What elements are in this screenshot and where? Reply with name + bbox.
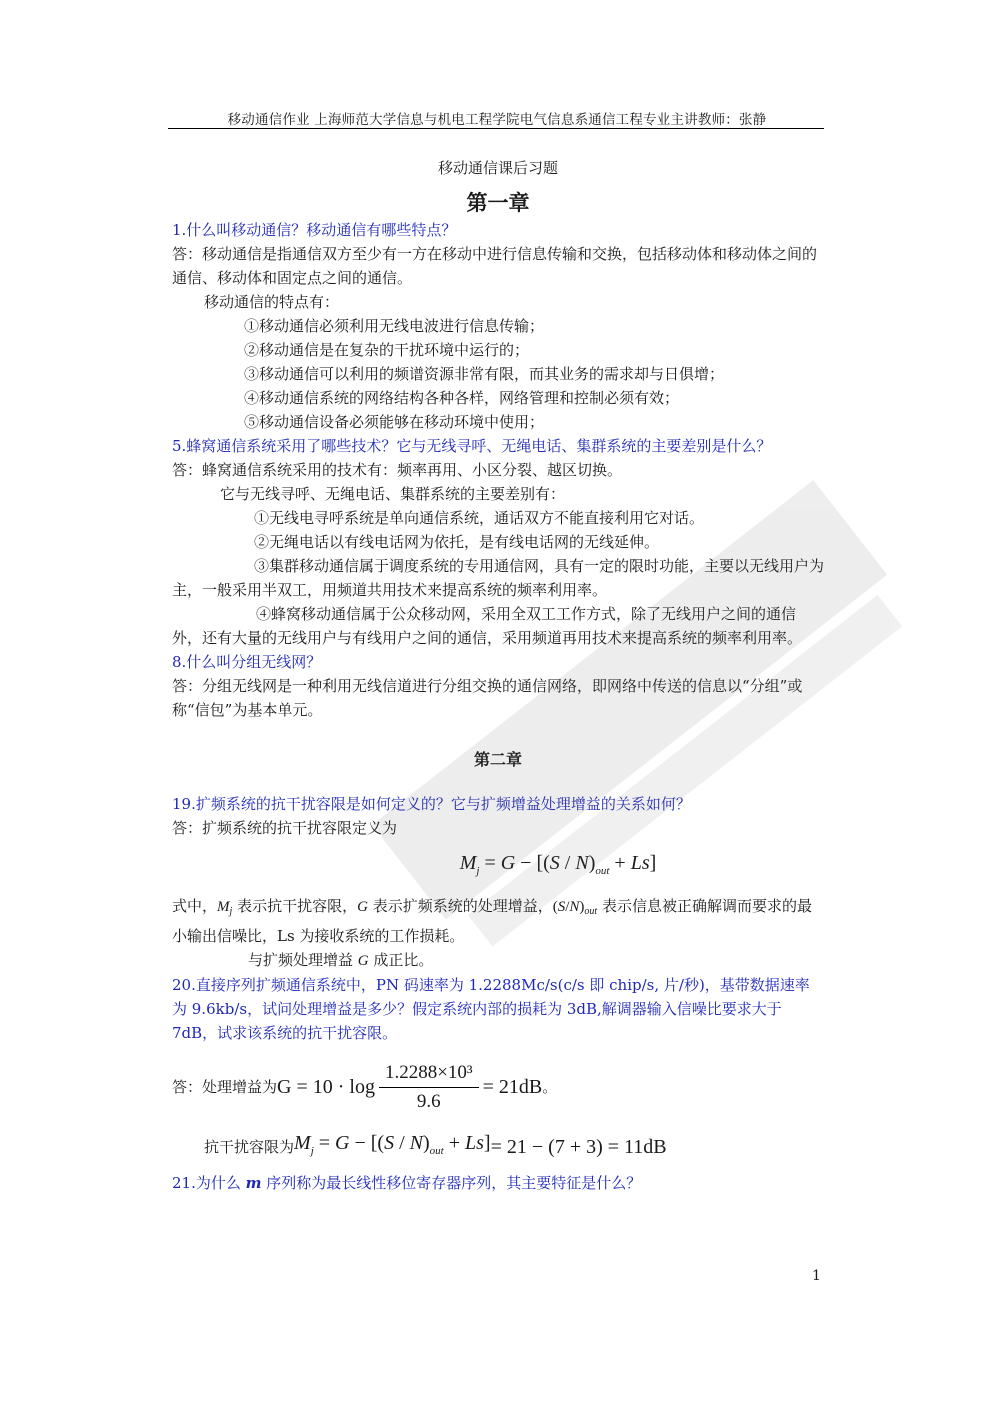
question-5: 5.蜂窝通信系统采用了哪些技术？它与无线寻呼、无绳电话、集群系统的主要差别是什么？ bbox=[172, 437, 772, 455]
feature-item: ④移动通信系统的网络结构各种各样，网络管理和控制必须有效； bbox=[244, 389, 680, 407]
feature-item: ③移动通信可以利用的频谱资源非常有限，而其业务的需求却与日俱增； bbox=[244, 365, 725, 383]
processing-gain-label: 答：处理增益为 bbox=[172, 1078, 278, 1096]
difference-item: ④蜂窝移动通信属于公众移动网，采用全双工工作方式，除了无线用户之间的通信外，还有大量的无线用户与有线用户之间的通信，采用频道再用技术来提高系统的频率利用率。 bbox=[172, 605, 803, 647]
feature-item: ⑤移动通信设备必须能够在移动环境中使用； bbox=[244, 413, 545, 431]
page-header: 移动通信作业 上海师范大学信息与机电工程学院电气信息系通信工程专业主讲教师：张静 bbox=[227, 112, 767, 128]
difference-item: ②无绳电话以有线电话网为依托，是有线电话网的无线延伸。 bbox=[254, 533, 660, 551]
answer-5: 答：蜂窝通信系统采用的技术有：频率再用、小区分裂、越区切换。 bbox=[172, 461, 623, 479]
difference-item: ①无线电寻呼系统是单向通信系统，通话双方不能直接利用它对话。 bbox=[254, 509, 705, 527]
processing-gain-fraction bbox=[379, 1061, 479, 1114]
answer-19-relation: 与扩频处理增益 G 成正比。 bbox=[248, 951, 434, 969]
question-8: 8.什么叫分组无线网？ bbox=[172, 653, 322, 671]
question-19: 19.扩频系统的抗干扰容限是如何定义的？它与扩频增益处理增益的关系如何？ bbox=[172, 795, 691, 813]
features-intro: 移动通信的特点有： bbox=[204, 293, 340, 311]
feature-item: ①移动通信必须利用无线电波进行信息传输； bbox=[244, 317, 545, 335]
main-content bbox=[172, 150, 824, 1195]
jamming-margin-formula: $M_j = G - [(S / N)_{out} + Ls]$ bbox=[459, 852, 657, 877]
fraction-denominator: 9.6 bbox=[416, 1090, 441, 1112]
question-21: 21.为什么 m 序列称为最长线性移位寄存器序列，其主要特征是什么？ bbox=[172, 1174, 642, 1192]
fraction-numerator: 1.2288×10³ bbox=[379, 1061, 479, 1088]
difference-item: ③集群移动通信属于调度系统的专用通信网，具有一定的限时功能，主要以无线用户为主，一般采用半双工，用频道共用技术来提高系统的频率利用率。 bbox=[172, 557, 825, 599]
feature-item: ②移动通信是在复杂的干扰环境中运行的； bbox=[244, 341, 530, 359]
question-20: 20.直接序列扩频通信系统中，PN 码速率为 1.2288Mc/s(c/s 即 chip/s, 片/秒)，基带数据速率为 9.6kb/s，试问处理增益是多少？假定系统内部的损耗为 3dB,解调器输入信噪比要求大于 7dB，试求该系统的抗干扰容限。 bbox=[172, 976, 810, 1042]
jamming-margin-result: = 21 − (7 + 3) = 11dB bbox=[490, 1136, 667, 1158]
answer-1: 答：移动通信是指通信双方至少有一方在移动中进行信息传输和交换，包括移动体和移动体之间的通信、移动体和固定点之间的通信。 bbox=[172, 245, 818, 287]
jamming-margin-equation: 抗干扰容限为 $M_j = G - [(S / N)_{out} + Ls]$ = 21 − (7 + 3) = 11dB bbox=[204, 1132, 667, 1158]
page-number: 1 bbox=[812, 1268, 821, 1284]
answer-19: 答：扩频系统的抗干扰容限定义为 bbox=[172, 819, 398, 837]
answer-8: 答：分组无线网是一种利用无线信道进行分组交换的通信网络，即网络中传送的信息以“分组”或称“信包”为基本单元。 bbox=[172, 677, 803, 719]
jamming-margin-label: 抗干扰容限为 bbox=[204, 1138, 295, 1156]
header-rule bbox=[168, 128, 824, 129]
differences-intro: 它与无线寻呼、无绳电话、集群系统的主要差别有： bbox=[220, 485, 566, 503]
question-1: 1.什么叫移动通信？移动通信有哪些特点？ bbox=[172, 221, 457, 239]
processing-gain-result: = 21dB bbox=[482, 1076, 543, 1098]
chapter-2-title: 第二章 bbox=[473, 750, 522, 769]
answer-19-explanation: 式中，$M_j$ 表示抗干扰容限，G 表示扩频系统的处理增益，$(S/N)_{out}$ 表示信息被正确解调而要求的最小输出信噪比，Ls 为接收系统的工作损耗。 bbox=[172, 897, 812, 945]
processing-gain-lhs: G = 10 · log bbox=[277, 1076, 375, 1098]
doc-title: 移动通信课后习题 bbox=[437, 159, 558, 177]
processing-gain-equation: 答：处理增益为 G = 10 · log $\frac{\text{1.2288×10³}}{9.6}$ = 21dB 。 bbox=[172, 1061, 558, 1112]
chapter-1-title: 第一章 bbox=[466, 191, 530, 215]
